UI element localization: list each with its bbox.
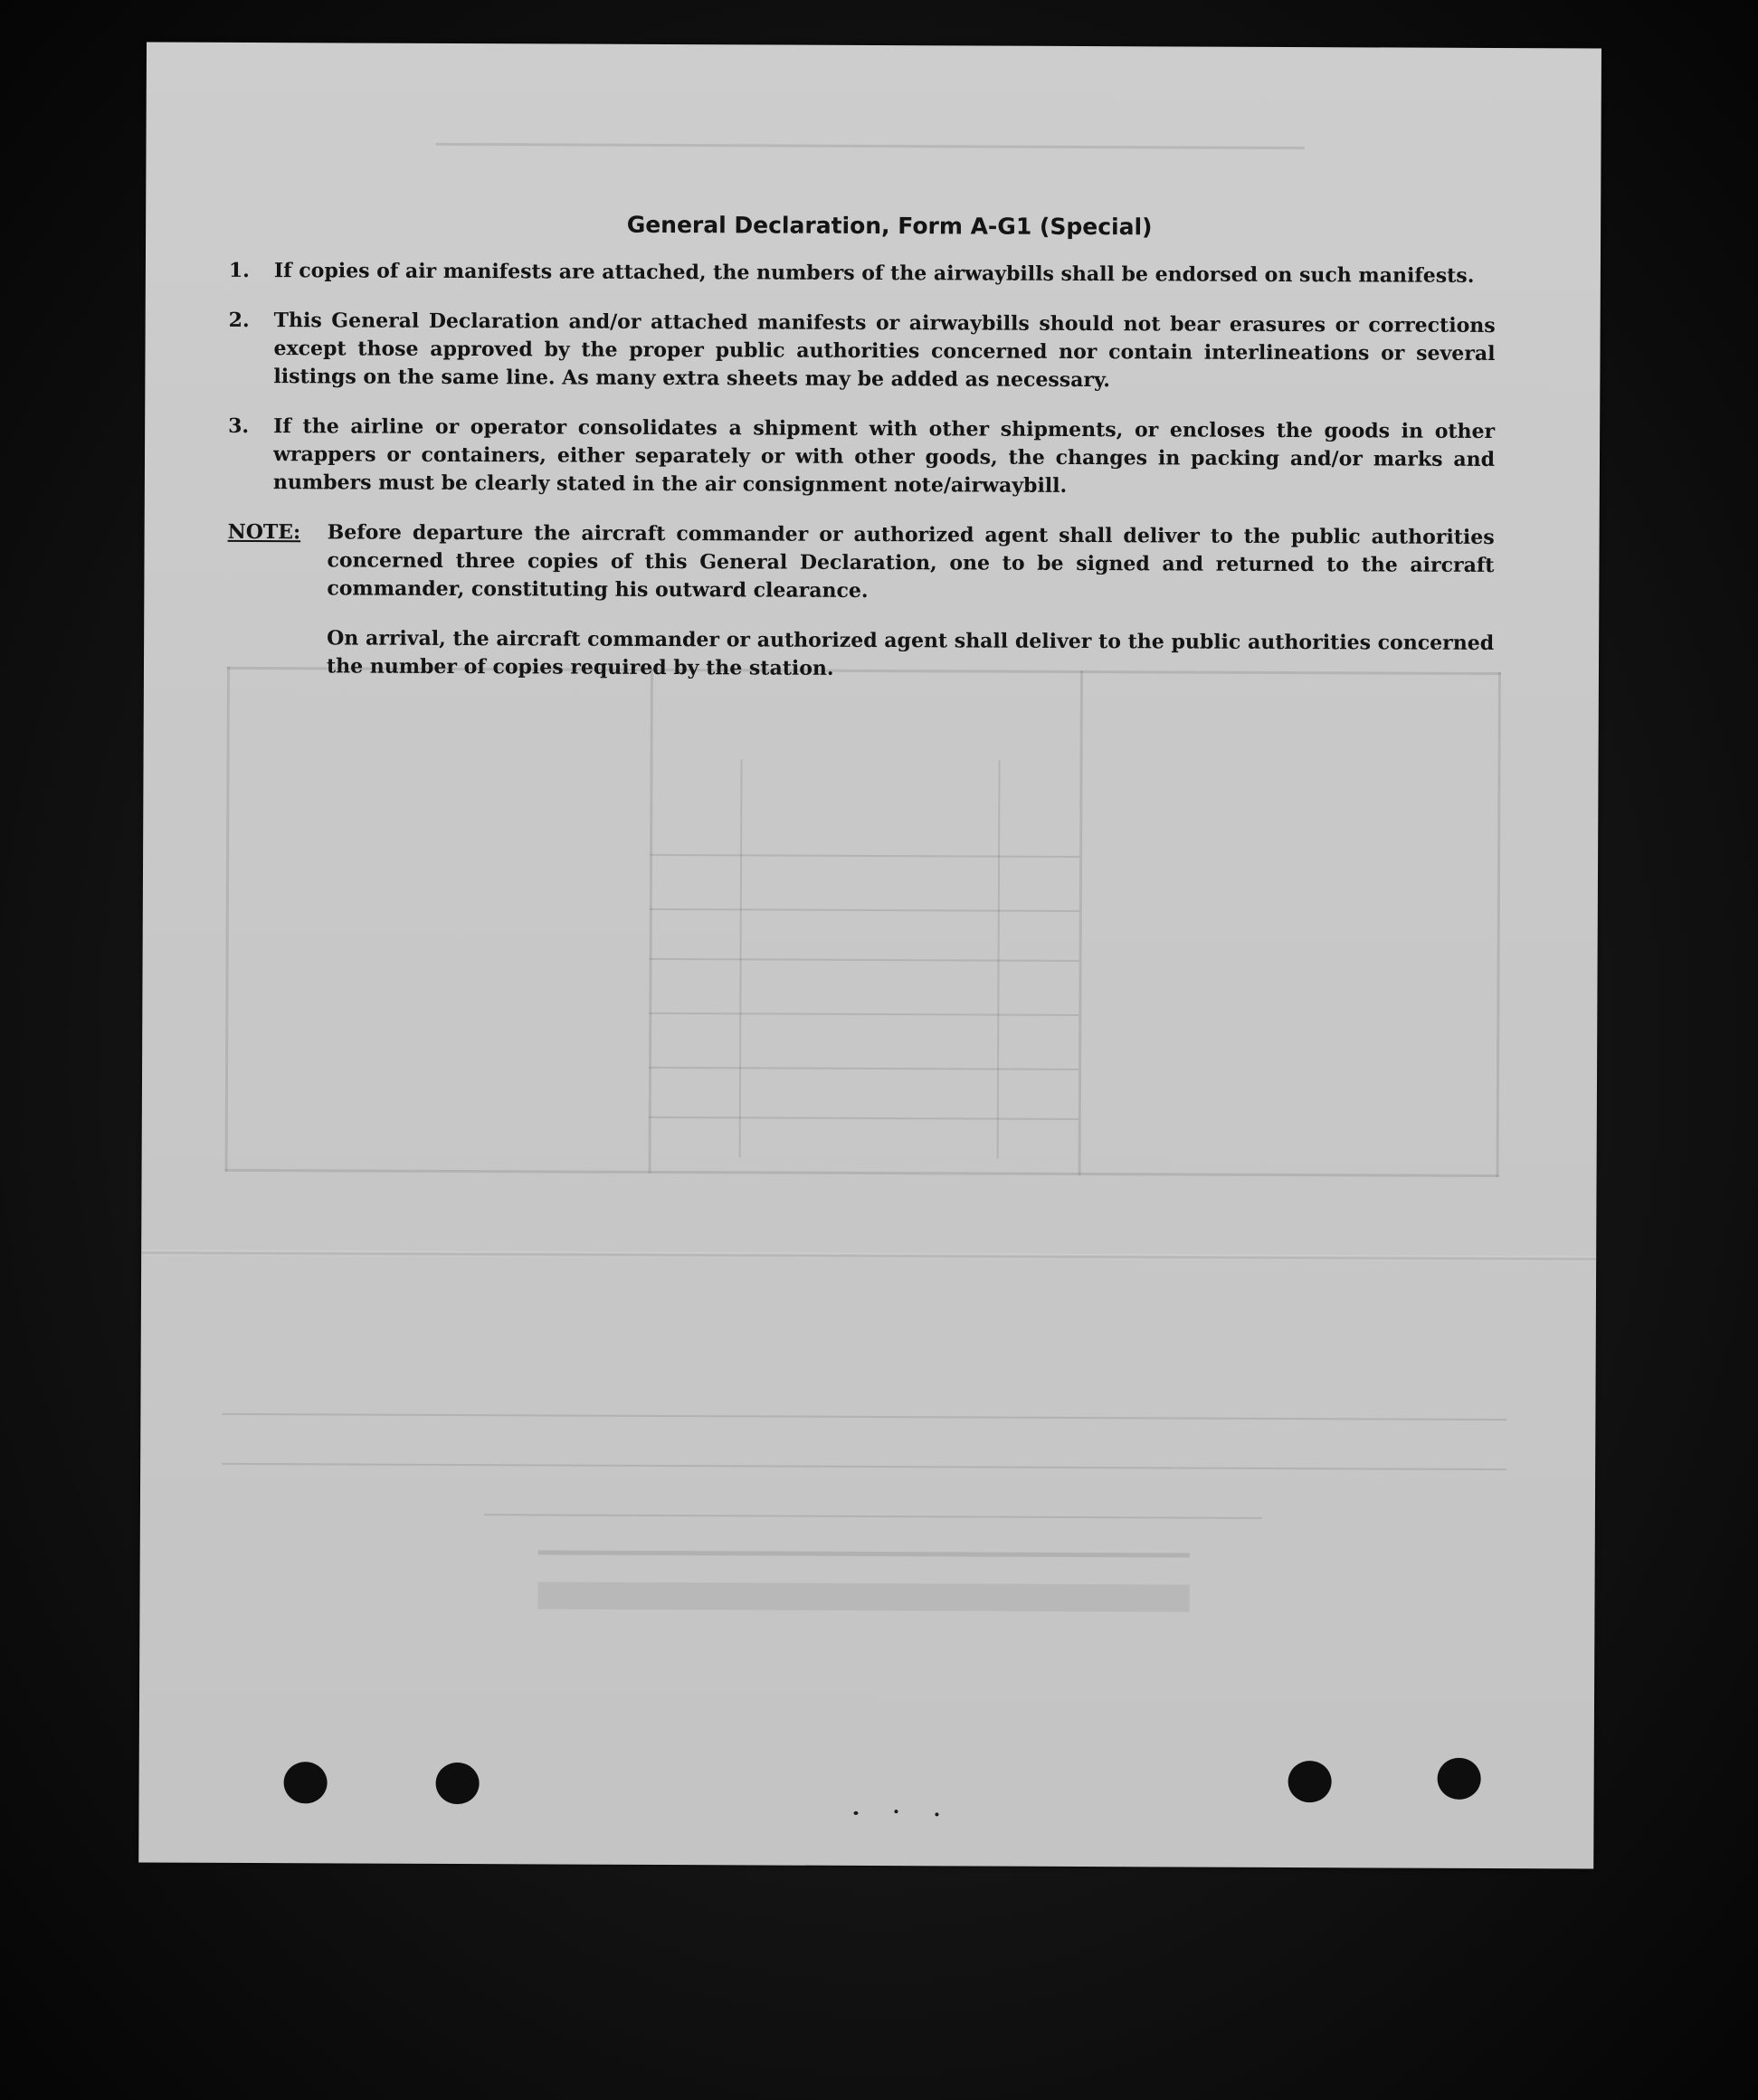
speck	[853, 1811, 858, 1815]
ghost-lower-rule-3	[484, 1514, 1262, 1519]
note-block	[227, 518, 1494, 608]
punch-hole-1	[284, 1762, 328, 1803]
paper-sheet	[138, 42, 1601, 1868]
item-text: If copies of air manifests are attached, the numbers of the airwaybills shall be endorsed on such manifests.	[273, 259, 1475, 288]
ghost-table-row-6	[649, 1117, 1079, 1120]
ghost-table-border-right	[1497, 672, 1501, 1177]
punch-hole-2	[436, 1763, 480, 1804]
fold-crease	[141, 1250, 1596, 1261]
ghost-table-border-bottom	[225, 1169, 1499, 1177]
punch-hole-4	[1438, 1758, 1481, 1800]
ghost-heading-bar	[538, 1550, 1190, 1557]
speck	[894, 1810, 898, 1813]
ghost-table-row-2	[650, 908, 1079, 912]
ghost-table-row-3	[650, 958, 1079, 962]
ghost-table-row-4	[649, 1012, 1079, 1016]
ghost-table-divider-2	[1079, 670, 1083, 1175]
page-title: General Declaration, Form A-G1 (Special)	[626, 211, 1153, 241]
item-number: 3.	[228, 413, 250, 438]
item-text: This General Declaration and/or attached manifests or airwaybills should not bear erasures or corrections except those approved by the proper public authorities concerned nor contain interlineations or several listings on the same line. As many extra sheets may be added as necessary.	[273, 309, 1496, 393]
ghost-heading-bar-2	[537, 1582, 1189, 1611]
instruction-item	[228, 413, 1495, 502]
ghost-table-row-1	[650, 854, 1079, 858]
ghost-table-divider-1	[649, 669, 653, 1174]
item-text: If the airline or operator consolidates a shipment with other shipments, or encloses the goods in other wrappers or containers, either separately or with other goods, the changes in packing and/or marks and numbers must be clearly stated in the air consignment note/airwaybill.	[272, 414, 1496, 498]
ghost-lower-rule-2	[222, 1463, 1506, 1470]
note-paragraph-1: Before departure the aircraft commander or authorized agent shall deliver to the public authorities concerned three copies of this General Declaration, one to be signed and returned to the aircraft commander, constituting his outward clearance.	[327, 520, 1495, 603]
declaration-instructions	[227, 209, 1496, 686]
punch-hole-3	[1288, 1761, 1332, 1802]
ghost-lower-rule-1	[222, 1413, 1506, 1421]
instruction-item	[229, 257, 1496, 290]
speck	[935, 1812, 938, 1816]
note-label: NOTE:	[227, 519, 301, 545]
ghost-table-row-5	[649, 1067, 1079, 1070]
instruction-item	[228, 307, 1495, 396]
item-number: 2.	[228, 308, 250, 332]
item-number: 1.	[228, 258, 250, 282]
ghost-header-rule	[436, 143, 1305, 149]
ghost-table-border-left	[225, 667, 230, 1172]
note-paragraph-2: On arrival, the aircraft commander or authorized agent shall deliver to the public authorities concerned the number of copies required by the station.	[326, 626, 1495, 680]
